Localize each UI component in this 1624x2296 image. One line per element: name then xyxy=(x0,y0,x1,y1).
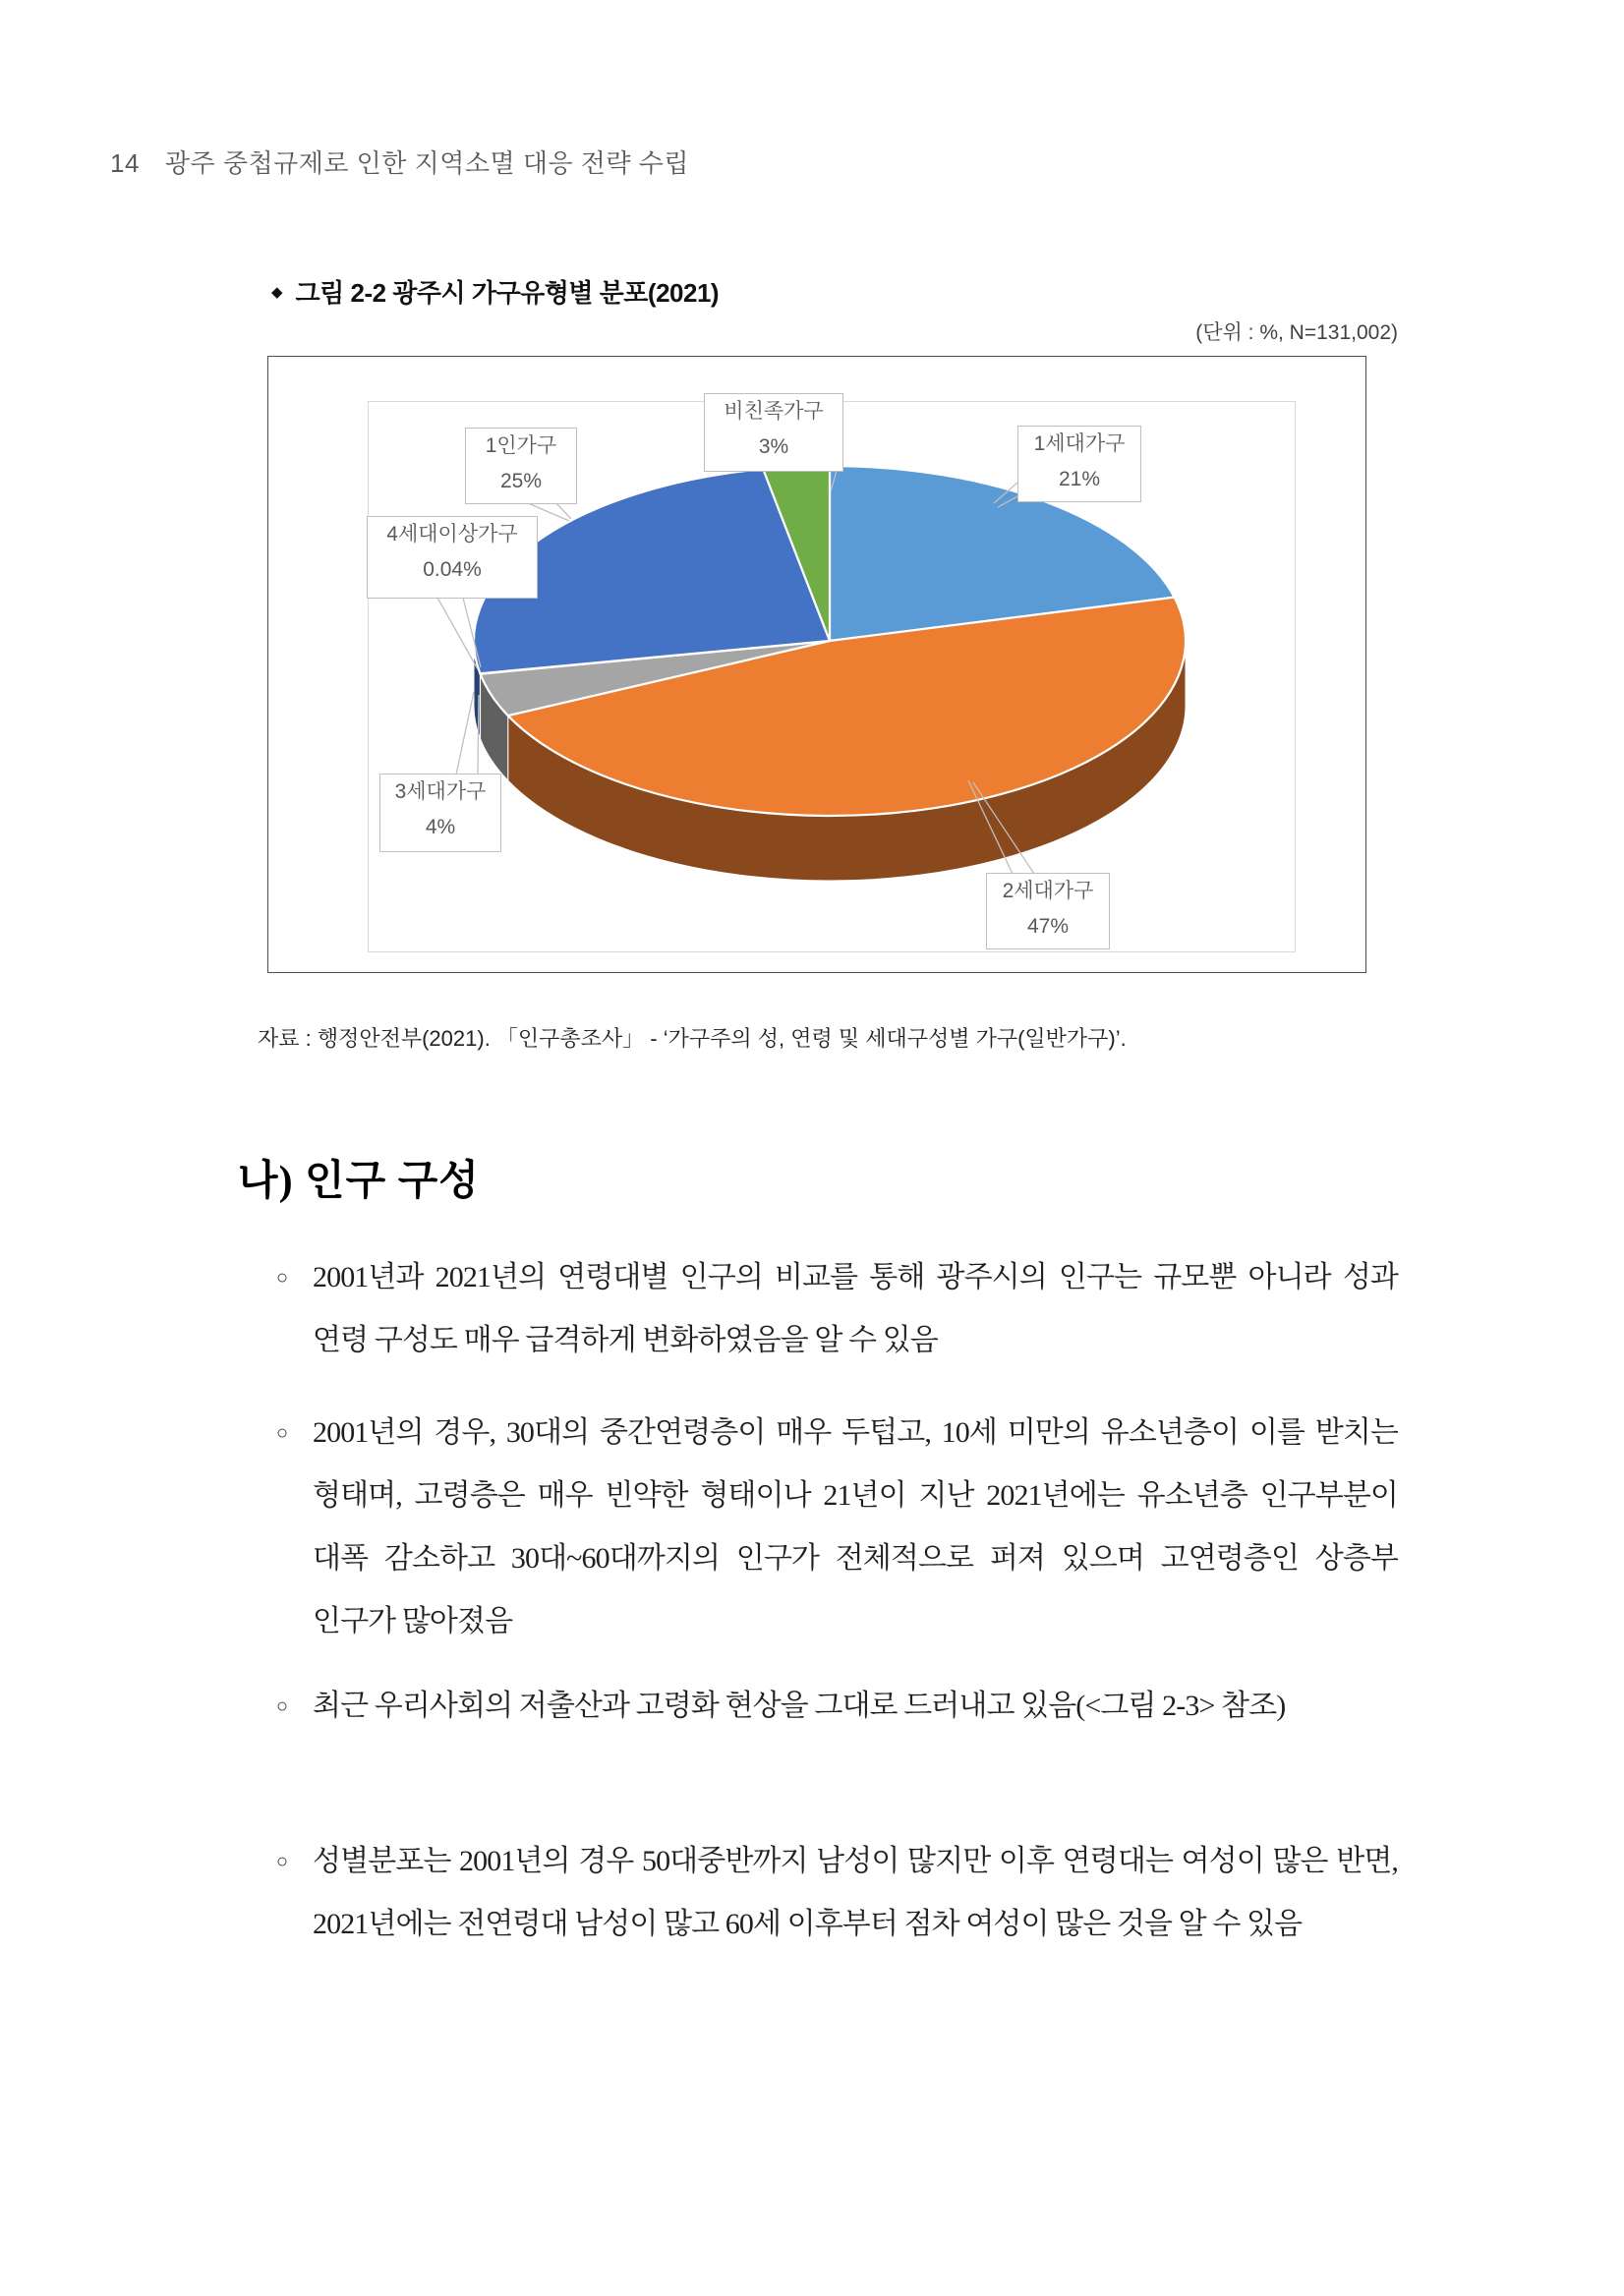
callout-percent: 3% xyxy=(758,435,789,458)
bullet-circle-icon: ○ xyxy=(276,1422,289,1444)
leader-line xyxy=(456,692,474,775)
figure-title: 그림 2-2 광주시 가구유형별 분포(2021) xyxy=(295,278,720,308)
bullet-circle-icon: ○ xyxy=(276,1851,289,1872)
callout-1in-gagu xyxy=(465,428,577,504)
callout-percent: 0.04% xyxy=(423,558,482,581)
page-header xyxy=(110,144,689,180)
leader-line xyxy=(973,782,1034,874)
bullet-item xyxy=(276,1246,1398,1372)
callout-4sedae-isang-gagu xyxy=(367,516,538,599)
section-heading: 나) 인구 구성 xyxy=(238,1159,480,1204)
unit-note: (단위 : %, N=131,002) xyxy=(1195,321,1398,344)
leader-line xyxy=(478,695,479,775)
figure-title-row xyxy=(271,273,719,310)
callout-label: 2세대가구 xyxy=(1002,880,1094,902)
page-number: 14 xyxy=(110,148,140,178)
callout-label: 비친족가구 xyxy=(724,400,824,423)
callout-3sedae-gagu xyxy=(379,774,501,852)
bullet-text: 2001년과 2021년의 연령대별 인구의 비교를 통해 광주시의 인구는 규모뿐 아니라 성과 연령 구성도 매우 급격하게 변화하였음을 알 수 있음 xyxy=(313,1261,1398,1356)
leader-line xyxy=(831,471,837,491)
figure-box xyxy=(267,356,1366,973)
callout-percent: 4% xyxy=(425,816,456,838)
diamond-bullet-icon: ◆ xyxy=(271,283,283,301)
bullet-circle-icon: ○ xyxy=(276,1267,289,1289)
callout-1sedae-gagu xyxy=(1017,426,1141,502)
callout-label: 1인가구 xyxy=(485,434,557,457)
callout-label: 3세대가구 xyxy=(394,780,487,803)
callout-label: 4세대이상가구 xyxy=(386,523,518,545)
callout-percent: 21% xyxy=(1058,468,1101,490)
bullet-text: 최근 우리사회의 저출산과 고령화 현상을 그대로 드러내고 있음(<그림 2-3> 참조) xyxy=(313,1690,1286,1722)
bullet-circle-icon: ○ xyxy=(276,1695,289,1717)
leader-line xyxy=(968,780,1013,874)
bullet-item xyxy=(276,1675,1398,1738)
bullet-text: 2001년의 경우, 30대의 중간연령층이 매우 두텁고, 10세 미만의 유소년층이 이를 받치는 형태며, 고령층은 매우 빈약한 형태이나 21년이 지난 2021년에는 유소년층 인구부분이 대폭 감소하고 30대~60대까지의 인구가 전체적으로 퍼져 있으며 고연령층인 상층부 인구가 많아졌음 xyxy=(313,1416,1398,1637)
callout-bichinjok-gagu xyxy=(704,393,843,472)
callout-percent: 47% xyxy=(1026,915,1070,938)
callout-2sedae-gagu xyxy=(986,873,1110,949)
callout-percent: 25% xyxy=(499,470,543,492)
leader-line xyxy=(994,483,1017,503)
page-header-title: 광주 중첩규제로 인한 지역소멸 대응 전략 수립 xyxy=(164,148,689,178)
bullet-item xyxy=(276,1402,1398,1653)
bullet-text: 성별분포는 2001년의 경우 50대중반까지 남성이 많지만 이후 연령대는 여성이 많은 반면, 2021년에는 전연령대 남성이 많고 60세 이후부터 점차 여성이 많은 것을 알 수 있음 xyxy=(313,1845,1398,1940)
leader-line xyxy=(463,598,481,667)
figure-source: 자료 : 행정안전부(2021). 「인구총조사」 - ‘가구주의 성, 연령 및 세대구성별 가구(일반가구)’. xyxy=(258,1026,1127,1051)
bullet-item xyxy=(276,1830,1398,1956)
callout-label: 1세대가구 xyxy=(1033,432,1126,455)
